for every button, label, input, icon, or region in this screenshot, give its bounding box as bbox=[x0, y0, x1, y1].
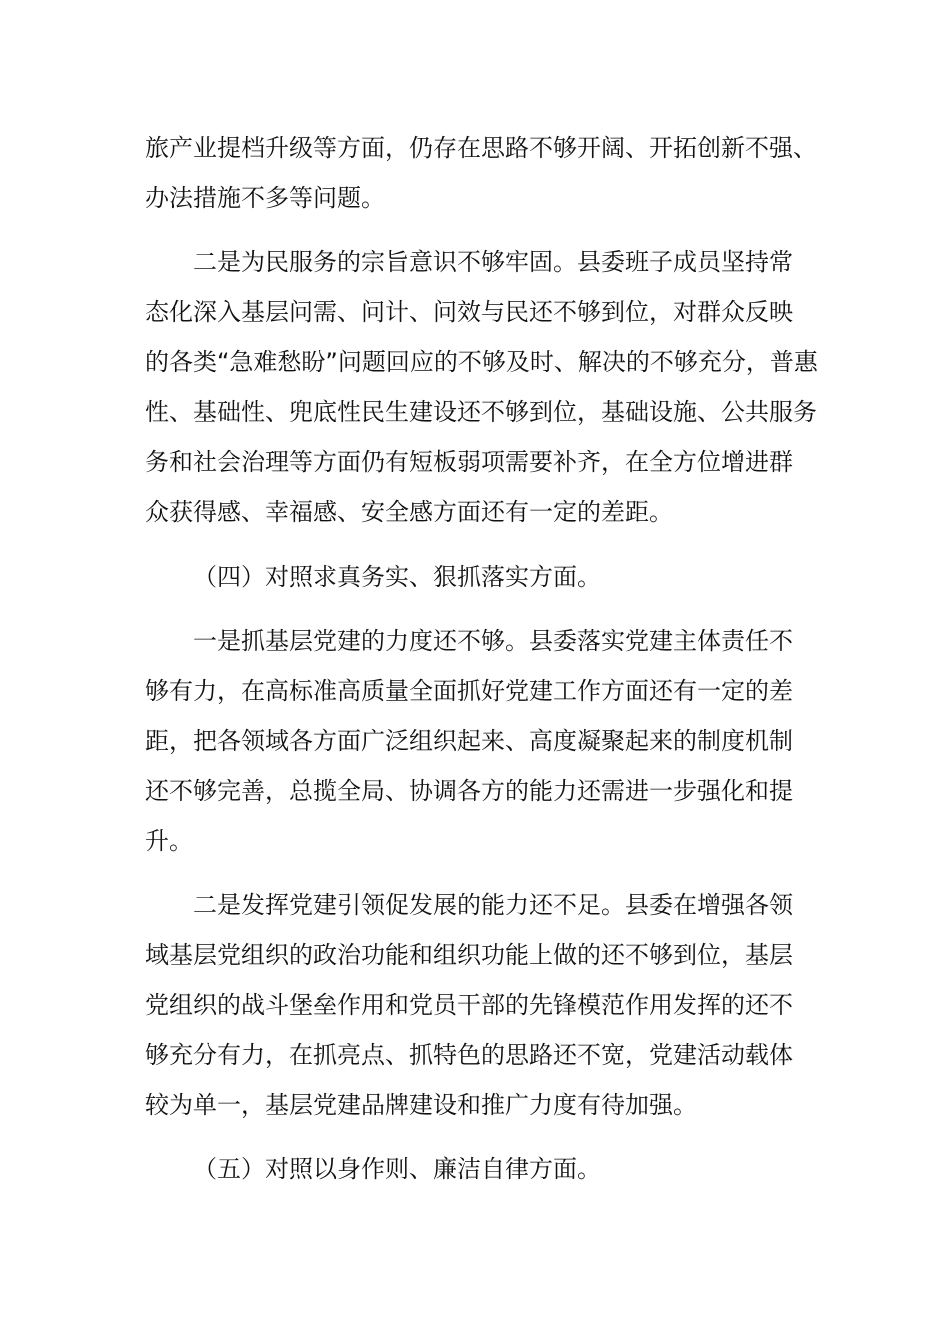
section-heading-five bbox=[145, 1144, 810, 1194]
text-line: 够有力，在高标准高质量全面抓好党建工作方面还有一定的差 bbox=[145, 677, 793, 705]
text-line: 的各类“急难愁盼”问题回应的不够及时、解决的不够充分，普惠 bbox=[145, 348, 818, 376]
text-line: 务和社会治理等方面仍有短板弱项需要补齐，在全方位增进群 bbox=[145, 448, 793, 476]
text-line: 升。 bbox=[145, 827, 193, 855]
text-line: 旅产业提档升级等方面，仍存在思路不够开阔、开拓创新不强、 bbox=[145, 134, 817, 162]
text-line: 性、基础性、兜底性民生建设还不够到位，基础设施、公共服务 bbox=[145, 398, 817, 426]
text-line: 办法措施不多等问题。 bbox=[145, 184, 385, 212]
text-line: 距，把各领域各方面广泛组织起来、高度凝聚起来的制度机制 bbox=[145, 727, 793, 755]
text-line: 二是为民服务的宗旨意识不够牢固。县委班子成员坚持常 bbox=[193, 248, 793, 276]
text-line: 还不够完善，总揽全局、协调各方的能力还需进一步强化和提 bbox=[145, 777, 793, 805]
text-line: 够充分有力，在抓亮点、抓特色的思路还不宽，党建活动载体 bbox=[145, 1041, 793, 1069]
heading-line: （四）对照求真务实、狠抓落实方面。 bbox=[193, 563, 601, 591]
paragraph-continued bbox=[145, 123, 817, 223]
text-line: 一是抓基层党建的力度还不够。县委落实党建主体责任不 bbox=[193, 627, 793, 655]
text-line: 域基层党组织的政治功能和组织功能上做的还不够到位，基层 bbox=[145, 941, 793, 969]
text-line: 党组织的战斗堡垒作用和党员干部的先锋模范作用发挥的还不 bbox=[145, 991, 793, 1019]
text-line: 众获得感、幸福感、安全感方面还有一定的差距。 bbox=[145, 498, 673, 526]
paragraph-party-building bbox=[145, 616, 810, 866]
text-line: 态化深入基层问需、问计、问效与民还不够到位，对群众反映 bbox=[145, 298, 793, 326]
paragraph-service-awareness bbox=[145, 237, 818, 537]
section-heading-four bbox=[145, 552, 810, 602]
heading-line: （五）对照以身作则、廉洁自律方面。 bbox=[193, 1155, 601, 1183]
text-line: 较为单一，基层党建品牌建设和推广力度有待加强。 bbox=[145, 1091, 697, 1119]
paragraph-party-leading bbox=[145, 880, 810, 1130]
text-line: 二是发挥党建引领促发展的能力还不足。县委在增强各领 bbox=[193, 891, 793, 919]
